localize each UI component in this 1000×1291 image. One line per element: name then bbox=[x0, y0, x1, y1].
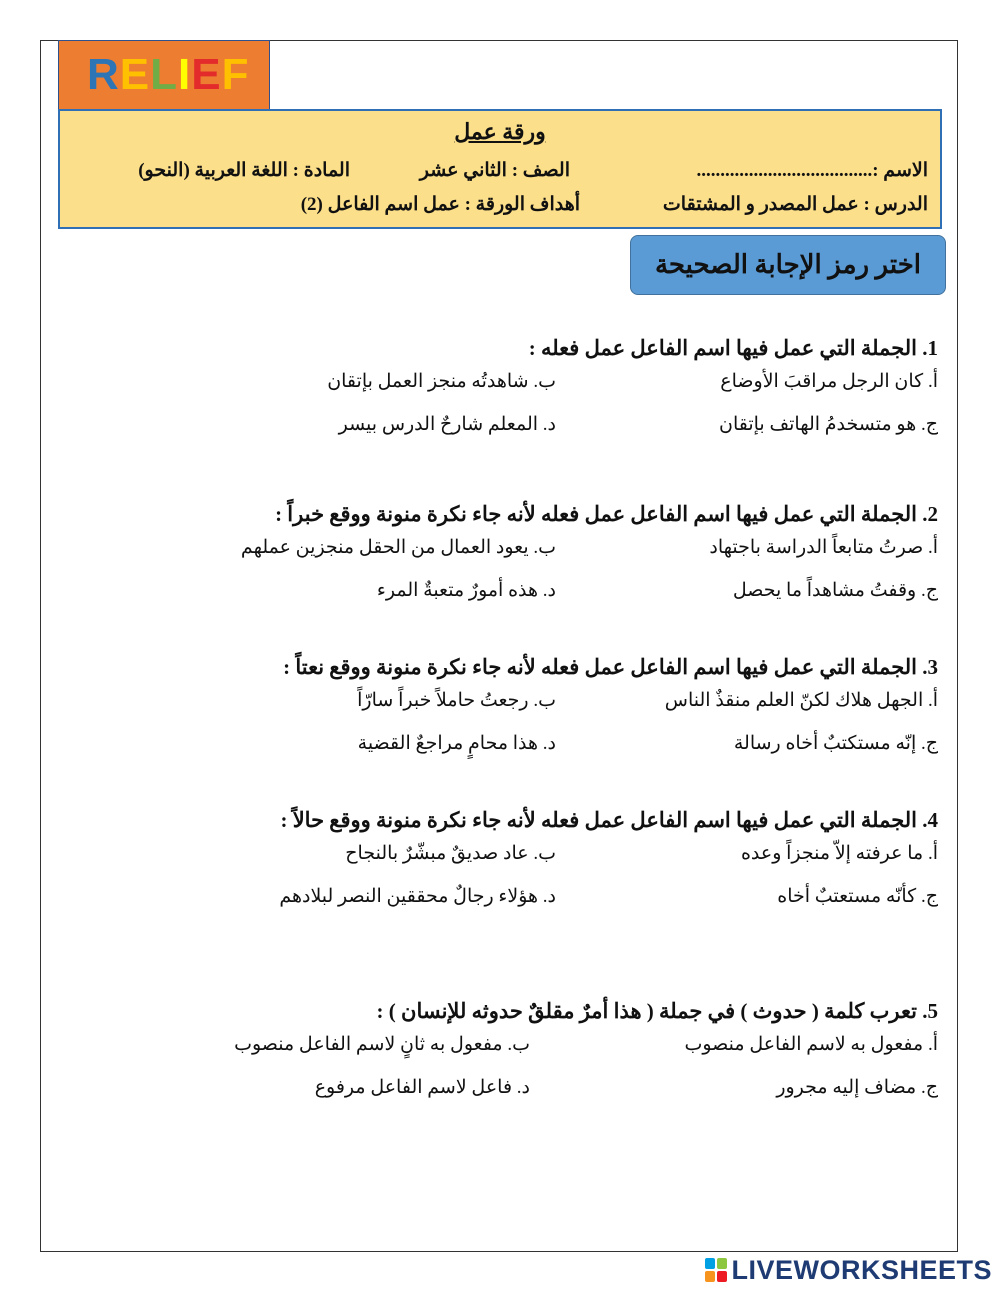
lesson-label: الدرس : عمل المصدر و المشتقات bbox=[662, 194, 928, 215]
logo-letter: R bbox=[87, 50, 120, 99]
q5-option-b[interactable]: ب. مفعول به ثانٍ لاسم الفاعل منصوب bbox=[234, 1034, 530, 1055]
q1-option-b[interactable]: ب. شاهدتُه منجز العمل بإتقان bbox=[327, 371, 556, 392]
worksheet-header bbox=[58, 109, 942, 229]
q4-option-d[interactable]: د. هؤلاء رجالٌ محققين النصر لبلادهم bbox=[279, 886, 556, 907]
logo-letter: F bbox=[221, 50, 250, 99]
q5-option-a[interactable]: أ. مفعول به لاسم الفاعل منصوب bbox=[684, 1034, 938, 1055]
logo-letter: E bbox=[191, 50, 222, 99]
question-5: 5. تعرب كلمة ( حدوث ) في جملة ( هذا أمرٌ مقلقٌ حدوثه للإنسان ) : bbox=[376, 999, 938, 1023]
grade-label: الصف : الثاني عشر bbox=[419, 160, 570, 181]
question-4: 4. الجملة التي عمل فيها اسم الفاعل عمل فعله لأنه جاء نكرة منونة ووقع حالاً : bbox=[280, 808, 938, 832]
logo-square bbox=[705, 1271, 715, 1282]
question-3: 3. الجملة التي عمل فيها اسم الفاعل عمل فعله لأنه جاء نكرة منونة ووقع نعتاً : bbox=[283, 655, 938, 679]
q4-option-c[interactable]: ج. كأنّه مستعتبٌ أخاه bbox=[777, 886, 938, 907]
instruction-banner: اختر رمز الإجابة الصحيحة bbox=[630, 235, 946, 295]
q1-option-c[interactable]: ج. هو متسخدمُ الهاتف بإتقان bbox=[718, 414, 938, 435]
liveworksheets-footer bbox=[705, 1253, 992, 1287]
objectives-label: أهداف الورقة : عمل اسم الفاعل (2) bbox=[300, 194, 580, 215]
worksheet-title: ورقة عمل bbox=[454, 119, 546, 144]
q5-option-c[interactable]: ج. مضاف إليه مجرور bbox=[776, 1077, 938, 1098]
liveworksheets-brand: LIVEWORKSHEETS bbox=[731, 1254, 992, 1285]
q4-option-a[interactable]: أ. ما عرفته إلاّ منجزاً وعده bbox=[740, 843, 938, 864]
q1-option-a[interactable]: أ. كان الرجل مراقبَ الأوضاع bbox=[720, 371, 938, 392]
student-name-label: الاسم :..................................... bbox=[696, 160, 928, 181]
question-1: 1. الجملة التي عمل فيها اسم الفاعل عمل فعله : bbox=[528, 336, 938, 360]
q3-option-b[interactable]: ب. رجعتُ حاملاً خبراً سارّاً bbox=[357, 690, 556, 711]
q3-option-d[interactable]: د. هذا محامٍ مراجعٌ القضية bbox=[357, 733, 556, 754]
logo-letter: E bbox=[119, 50, 151, 99]
q2-option-c[interactable]: ج. وقفتُ مشاهداً ما يحصل bbox=[732, 580, 938, 601]
q5-option-d[interactable]: د. فاعل لاسم الفاعل مرفوع bbox=[314, 1077, 530, 1098]
logo-square bbox=[717, 1258, 727, 1269]
logo-square bbox=[705, 1258, 715, 1269]
relief-logo bbox=[58, 40, 270, 110]
logo-letter: I bbox=[178, 50, 192, 99]
logo-letter: L bbox=[150, 50, 179, 99]
q2-option-b[interactable]: ب. يعود العمال من الحقل منجزين عملهم bbox=[240, 537, 556, 558]
q4-option-b[interactable]: ب. عاد صديقٌ مبشّرٌ بالنجاح bbox=[345, 843, 556, 864]
liveworksheets-logo-icon bbox=[705, 1258, 727, 1282]
q3-option-c[interactable]: ج. إنّه مستكتبٌ أخاه رسالة bbox=[733, 733, 938, 754]
q2-option-d[interactable]: د. هذه أمورٌ متعبةٌ المرء bbox=[376, 580, 556, 601]
subject-label: المادة : اللغة العربية (النحو) bbox=[138, 160, 350, 181]
question-2: 2. الجملة التي عمل فيها اسم الفاعل عمل فعله لأنه جاء نكرة منونة ووقع خبراً : bbox=[275, 502, 938, 526]
q3-option-a[interactable]: أ. الجهل هلاك لكنّ العلم منقذٌ الناس bbox=[664, 690, 938, 711]
q1-option-d[interactable]: د. المعلم شارحٌ الدرس بيسر bbox=[338, 414, 556, 435]
q2-option-a[interactable]: أ. صرتُ متابعاً الدراسة باجتهاد bbox=[709, 537, 938, 558]
logo-square bbox=[717, 1271, 727, 1282]
